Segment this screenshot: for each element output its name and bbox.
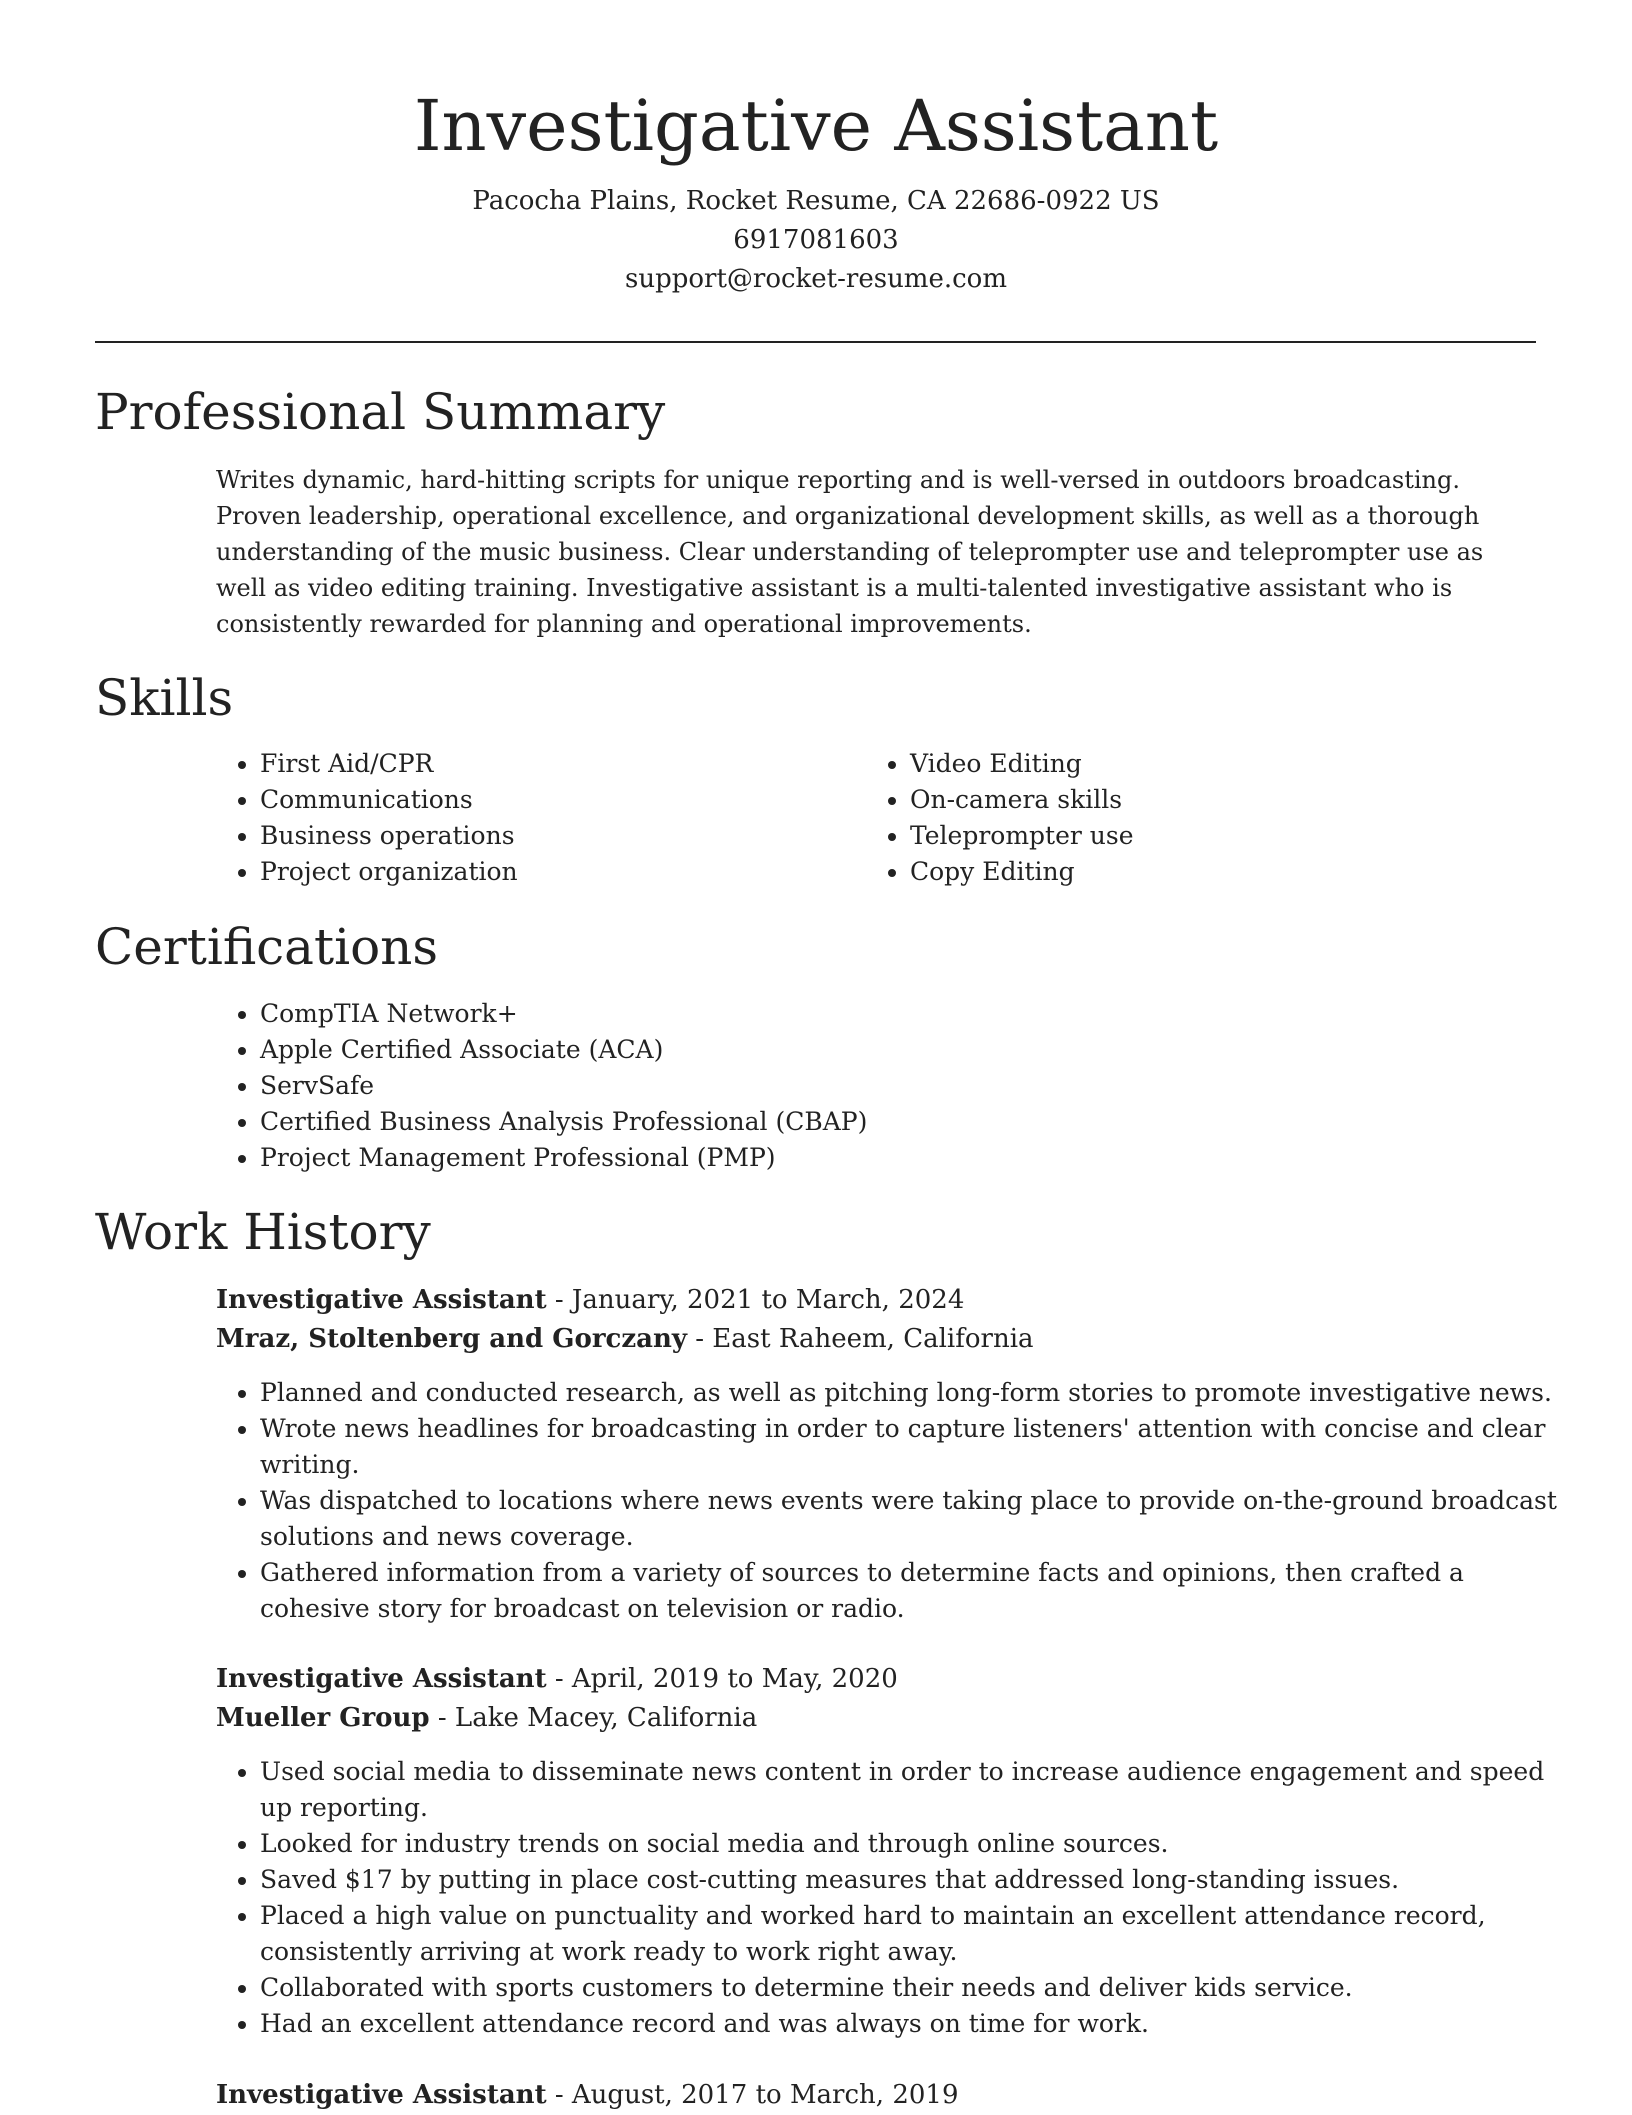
list-item: • Teleprompter use bbox=[910, 818, 1530, 854]
job-location: - Lake Macey, California bbox=[437, 1703, 758, 1733]
certifications-list bbox=[216, 996, 1560, 1176]
skills-list-right bbox=[866, 746, 1530, 890]
list-item: • Video Editing bbox=[910, 746, 1530, 782]
job-company-line bbox=[216, 1699, 757, 1738]
list-item: • Had an excellent attendance record and was always on time for work. bbox=[260, 2006, 1560, 2042]
job-bullets bbox=[216, 1754, 1560, 2042]
email: support@rocket-resume.com bbox=[624, 264, 1007, 294]
list-item: • CompTIA Network+ bbox=[260, 996, 1560, 1032]
job-company: Mueller Group bbox=[216, 1703, 430, 1733]
list-item: • Copy Editing bbox=[910, 854, 1530, 890]
certifications-title: Certifications bbox=[95, 918, 439, 976]
list-item: • Collaborated with sports customers to determine their needs and deliver kids service. bbox=[260, 1970, 1560, 2006]
job-title-line bbox=[216, 1660, 898, 1699]
list-item: • Apple Certified Associate (ACA) bbox=[260, 1032, 1560, 1068]
contact-block bbox=[0, 182, 1632, 299]
skills-title: Skills bbox=[95, 669, 234, 727]
list-item: • Project Management Professional (PMP) bbox=[260, 1140, 1560, 1176]
phone: 6917081603 bbox=[733, 225, 899, 255]
address: Pacocha Plains, Rocket Resume, CA 22686-0922 US bbox=[472, 186, 1160, 216]
list-item: • Placed a high value on punctuality and worked hard to maintain an excellent attendance record, consistently arriving at work ready to work right away. bbox=[260, 1898, 1560, 1970]
list-item: • Project organization bbox=[260, 854, 880, 890]
list-item: • Planned and conducted research, as well as pitching long-form stories to promote investigative news. bbox=[260, 1375, 1560, 1411]
job-company-line bbox=[216, 1320, 1034, 1359]
summary-title: Professional Summary bbox=[95, 383, 666, 441]
job-company: Mraz, Stoltenberg and Gorczany bbox=[216, 1324, 687, 1354]
resume-header bbox=[0, 78, 1632, 299]
job-dates: - January, 2021 to March, 2024 bbox=[554, 1285, 965, 1315]
list-item: • On-camera skills bbox=[910, 782, 1530, 818]
job-role: Investigative Assistant bbox=[216, 1285, 547, 1315]
skills-list-left bbox=[216, 746, 880, 890]
job-bullets bbox=[216, 1375, 1560, 1627]
list-item: • Certified Business Analysis Professional (CBAP) bbox=[260, 1104, 1560, 1140]
job-title-line bbox=[216, 2076, 959, 2115]
job-role: Investigative Assistant bbox=[216, 2080, 547, 2110]
list-item: • Business operations bbox=[260, 818, 880, 854]
list-item: • Gathered information from a variety of sources to determine facts and opinions, then crafted a cohesive story for broadcast on television or radio. bbox=[260, 1555, 1560, 1627]
header-divider bbox=[95, 341, 1536, 343]
list-item: • First Aid/CPR bbox=[260, 746, 880, 782]
list-item: • Was dispatched to locations where news events were taking place to provide on-the-ground broadcast solutions and news coverage. bbox=[260, 1483, 1560, 1555]
list-item: • Saved $17 by putting in place cost-cutting measures that addressed long-standing issues. bbox=[260, 1862, 1560, 1898]
list-item: • Communications bbox=[260, 782, 880, 818]
list-item: • ServSafe bbox=[260, 1068, 1560, 1104]
job-location: - East Raheem, California bbox=[695, 1324, 1034, 1354]
list-item: • Used social media to disseminate news content in order to increase audience engagement and speed up reporting. bbox=[260, 1754, 1560, 1826]
list-item: • Looked for industry trends on social media and through online sources. bbox=[260, 1826, 1560, 1862]
job-role: Investigative Assistant bbox=[216, 1664, 547, 1694]
summary-text: Writes dynamic, hard-hitting scripts for unique reporting and is well-versed in outdoors broadcasting. Proven leadership, operational excellence, and organizational development skills, as well as a thorough understanding of the music business. Clear understanding of teleprompter use and teleprompter use as well as video editing training. Investigative assistant is a multi-talented investigative assistant who is consistently rewarded for planning and operational improvements. bbox=[216, 466, 1484, 638]
job-title-line bbox=[216, 1281, 964, 1320]
work-history-title: Work History bbox=[95, 1203, 431, 1261]
job-dates: - August, 2017 to March, 2019 bbox=[554, 2080, 959, 2110]
job-dates: - April, 2019 to May, 2020 bbox=[554, 1664, 898, 1694]
candidate-name: Investigative Assistant bbox=[413, 85, 1219, 167]
list-item: • Wrote news headlines for broadcasting in order to capture listeners' attention with concise and clear writing. bbox=[260, 1411, 1560, 1483]
